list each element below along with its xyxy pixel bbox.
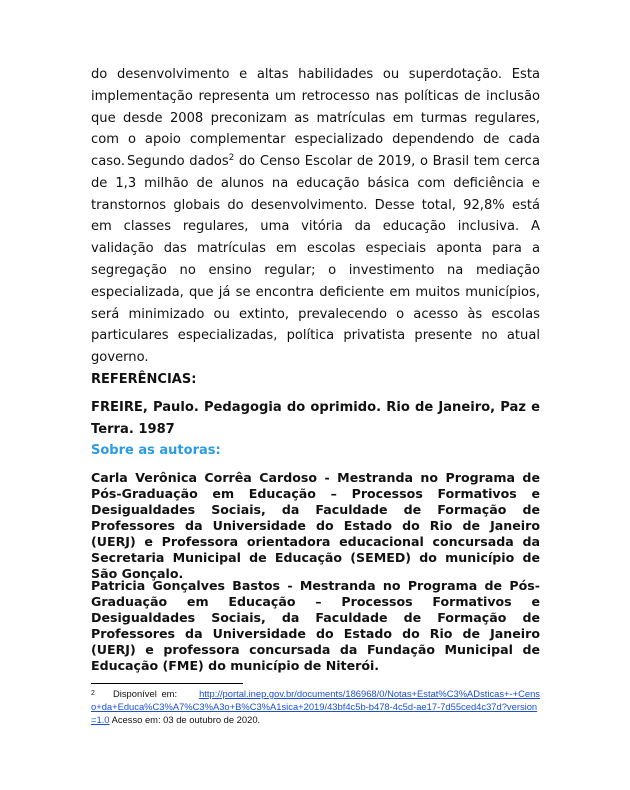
paragraph-2-start: Segundo dados [127,154,229,169]
author-bio-1: Carla Verônica Corrêa Cardoso - Mestranda no Programa de Pós-Graduação em Educação – Processos Formativos e Desigualdades Sociais, da Faculdade de Formação de Professores da Universidade do Estado do Rio de Janeiro (UERJ) e Professora orientadora educacional concursada da Secretaria Municipal de Educação (SEMED) do município de São Gonçalo. [91,470,540,581]
authors-heading: Sobre as autoras: [91,443,221,458]
footnote-divider [91,683,243,684]
author-bio-2: Patricia Gonçalves Bastos - Mestranda no Programa de Pós-Graduação em Educação – Processos Formativos e Desigualdades Sociais, da Faculdade de Formação de Professores da Universidade do Estado do Rio de Janeiro (UERJ) e professora concursada da Fundação Municipal de Educação (FME) do município de Niterói. [91,578,540,673]
references-heading: REFERÊNCIAS: [91,372,197,387]
footnote-reference[interactable]: 2 [228,153,235,163]
footnote-access-date: Acesso em: 03 de outubro de 2020. [109,714,261,725]
body-paragraph-1: do desenvolvimento e altas habilidades ou superdotação. Esta implementação representa um retrocesso nas políticas de inclusão que desde 2008 preconizam as matrículas em turmas regulares, com o apoio complementar especializado dependendo de cada caso. [91,67,540,170]
body-paragraph-2 [91,151,540,369]
footnote-number: 2 [91,690,95,697]
footnote [91,687,540,726]
footnote-link[interactable]: http://portal.inep.gov.br/documents/186968/0/Notas+Estat%C3%ADsticas+-+Censo+da+Educa%C3%A7%C3%A3o+B%C3%A1sica+2019/43bf4c5b-b478-4c5d-ae17-7d55ced4c37d?version=1.0 [91,688,540,725]
footnote-label: Disponível em: [113,688,178,699]
reference-entry: FREIRE, Paulo. Pedagogia do oprimido. Rio de Janeiro, Paz e Terra. 1987 [91,400,540,437]
paragraph-2-rest: do Censo Escolar de 2019, o Brasil tem cerca de 1,3 milhão de alunos na educação básica com deficiência e transtornos globais do desenvolvimento. Desse total, 92,8% está em classes regulares, uma vitória da educação inclusiva. A validação das matrículas em escolas especiais aponta para a segregação no ensino regular; o investimento na mediação especializada, que já se encontra deficiente em muitos municípios, será minimizado ou extinto, prevalecendo o acesso às escolas particulares especializadas, política privatista presente no atual governo. [91,154,540,366]
